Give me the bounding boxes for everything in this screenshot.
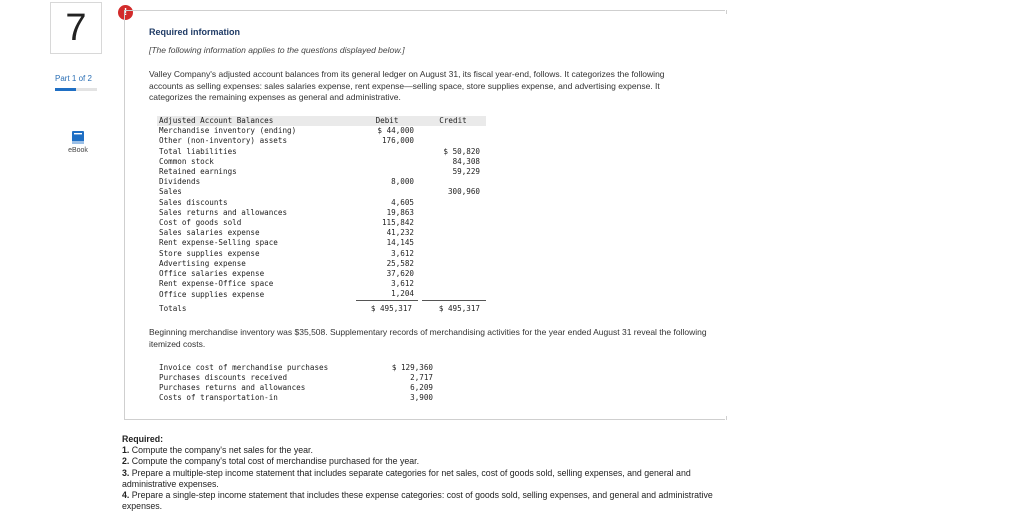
account-name: Total liabilities bbox=[159, 146, 237, 156]
credit-value bbox=[420, 218, 486, 228]
debit-value bbox=[354, 187, 420, 197]
table-row bbox=[157, 373, 433, 383]
purchase-item-name: Purchases discounts received bbox=[159, 373, 288, 382]
table-row bbox=[157, 393, 433, 403]
table-row bbox=[157, 147, 486, 157]
purchases-table bbox=[157, 363, 433, 403]
required-item-number: 1. bbox=[122, 445, 130, 456]
ebook-button[interactable] bbox=[58, 130, 98, 154]
account-name: Merchandise inventory (ending) bbox=[159, 126, 297, 136]
table-row bbox=[157, 259, 486, 269]
table-row bbox=[157, 383, 433, 393]
table-row bbox=[157, 269, 486, 279]
account-name: Cost of goods sold bbox=[159, 218, 242, 228]
account-name: Common stock bbox=[159, 156, 214, 166]
account-name: Sales salaries expense bbox=[159, 228, 260, 238]
question-number bbox=[50, 2, 102, 54]
required-item bbox=[122, 468, 732, 490]
question-number-text: 7 bbox=[65, 6, 87, 49]
debit-value: 14,145 bbox=[386, 238, 414, 248]
debit-value: 3,612 bbox=[391, 248, 414, 258]
debit-value: 25,582 bbox=[386, 258, 414, 268]
adjusted-balances-table bbox=[157, 116, 486, 315]
debit-value: 37,620 bbox=[386, 269, 414, 279]
account-name: Retained earnings bbox=[159, 167, 237, 177]
debit-value: 41,232 bbox=[386, 228, 414, 238]
credit-value: 300,960 bbox=[447, 187, 480, 197]
account-name: Sales returns and allowances bbox=[159, 207, 288, 217]
table-row bbox=[157, 136, 486, 146]
table-row bbox=[157, 279, 486, 289]
debit-value: 19,863 bbox=[386, 207, 414, 217]
debit-value: 4,605 bbox=[391, 197, 414, 207]
ledger-header-debit: Debit bbox=[354, 116, 420, 126]
debit-value bbox=[354, 147, 420, 157]
credit-value bbox=[420, 208, 486, 218]
credit-value bbox=[420, 198, 486, 208]
totals-label: Totals bbox=[159, 303, 187, 313]
credit-value bbox=[420, 126, 486, 136]
credit-value bbox=[420, 228, 486, 238]
account-name: Office salaries expense bbox=[159, 269, 265, 279]
ledger-header-name: Adjusted Account Balances bbox=[157, 116, 354, 126]
info-paragraph-1: Valley Company's adjusted account balances from its general ledger on August 31, its fiscal year-end, follows. It categorizes the following accounts as selling expenses: sales salaries expense, rent expense—selling space, store supplies expense, and advertising expense. It categorizes the remaining expenses as general and administrative. bbox=[149, 69, 665, 102]
account-name: Store supplies expense bbox=[159, 248, 260, 258]
credit-value bbox=[420, 238, 486, 248]
table-row bbox=[157, 126, 486, 136]
credit-value bbox=[420, 136, 486, 146]
table-row bbox=[157, 249, 486, 259]
alert-icon: ! bbox=[118, 5, 133, 20]
purchase-item-name: Costs of transportation-in bbox=[159, 393, 278, 402]
credit-value bbox=[420, 177, 486, 187]
credit-value bbox=[420, 269, 486, 279]
account-name: Other (non-inventory) assets bbox=[159, 136, 288, 146]
credit-value: $ 50,820 bbox=[443, 146, 480, 156]
table-row bbox=[157, 187, 486, 197]
part-progress-fill bbox=[55, 88, 76, 91]
table-row bbox=[157, 289, 486, 300]
required-item-text: Compute the company's net sales for the year. bbox=[131, 445, 313, 456]
purchase-item-amount: 3,900 bbox=[410, 393, 433, 402]
ebook-icon bbox=[71, 130, 85, 146]
required-item bbox=[122, 490, 732, 512]
account-name: Dividends bbox=[159, 177, 201, 187]
debit-value: 8,000 bbox=[391, 177, 414, 187]
info-heading: Required information bbox=[149, 27, 241, 37]
credit-value bbox=[420, 289, 486, 300]
table-row bbox=[157, 177, 486, 187]
purchase-item-name: Invoice cost of merchandise purchases bbox=[159, 363, 329, 372]
totals-row bbox=[157, 300, 486, 315]
credit-value: 59,229 bbox=[452, 167, 480, 177]
required-item-text: Prepare a multiple-step income statement that includes separate categories for net sales, cost of goods sold, selling expenses, and general and administrative expenses. bbox=[122, 467, 691, 489]
debit-value: 115,842 bbox=[381, 218, 414, 228]
table-row bbox=[157, 363, 433, 373]
table-row bbox=[157, 157, 486, 167]
debit-value bbox=[354, 157, 420, 167]
table-row bbox=[157, 218, 486, 228]
required-item bbox=[122, 456, 732, 467]
ledger-header-row bbox=[157, 116, 486, 126]
required-item-number: 2. bbox=[122, 456, 130, 467]
purchase-item-amount: $ 129,360 bbox=[391, 363, 433, 372]
account-name: Office supplies expense bbox=[159, 289, 265, 299]
debit-value: 176,000 bbox=[381, 136, 414, 146]
table-row bbox=[157, 167, 486, 177]
part-progress-bar bbox=[55, 88, 97, 91]
credit-value bbox=[420, 259, 486, 269]
table-row bbox=[157, 208, 486, 218]
totals-debit: $ 495,317 bbox=[354, 300, 420, 315]
debit-value: 1,204 bbox=[391, 289, 414, 299]
purchase-item-amount: 2,717 bbox=[410, 373, 433, 382]
account-name: Sales bbox=[159, 187, 182, 197]
required-item-number: 3. bbox=[122, 467, 130, 478]
info-paragraph-2: Beginning merchandise inventory was $35,508. Supplementary records of merchandising activities for the year ended August 31 reveal the following itemized costs. bbox=[149, 327, 707, 349]
table-row bbox=[157, 228, 486, 238]
required-item-text: Compute the company's total cost of merchandise purchased for the year. bbox=[131, 456, 420, 467]
required-section bbox=[122, 434, 732, 512]
required-item-number: 4. bbox=[122, 490, 130, 501]
totals-credit: $ 495,317 bbox=[420, 300, 486, 315]
purchase-item-amount: 6,209 bbox=[410, 383, 433, 392]
credit-value: 84,308 bbox=[452, 156, 480, 166]
required-item bbox=[122, 445, 732, 456]
credit-value bbox=[420, 279, 486, 289]
part-indicator: Part 1 of 2 bbox=[55, 74, 92, 83]
ledger-header-credit: Credit bbox=[420, 116, 486, 126]
info-note: [The following information applies to the questions displayed below.] bbox=[149, 45, 405, 55]
credit-value bbox=[420, 249, 486, 259]
debit-value bbox=[354, 167, 420, 177]
account-name: Rent expense-Office space bbox=[159, 279, 274, 289]
required-title: Required: bbox=[122, 434, 164, 444]
ebook-label: eBook bbox=[68, 147, 88, 154]
required-item-text: Prepare a single-step income statement that includes these expense categories: cost of goods sold, selling expenses, and general and administrative expenses. bbox=[122, 490, 713, 512]
debit-value: 3,612 bbox=[391, 279, 414, 289]
debit-value: $ 44,000 bbox=[377, 126, 414, 136]
account-name: Rent expense-Selling space bbox=[159, 238, 278, 248]
account-name: Advertising expense bbox=[159, 258, 246, 268]
purchase-item-name: Purchases returns and allowances bbox=[159, 383, 306, 392]
table-row bbox=[157, 198, 486, 208]
account-name: Sales discounts bbox=[159, 197, 228, 207]
table-row bbox=[157, 238, 486, 248]
